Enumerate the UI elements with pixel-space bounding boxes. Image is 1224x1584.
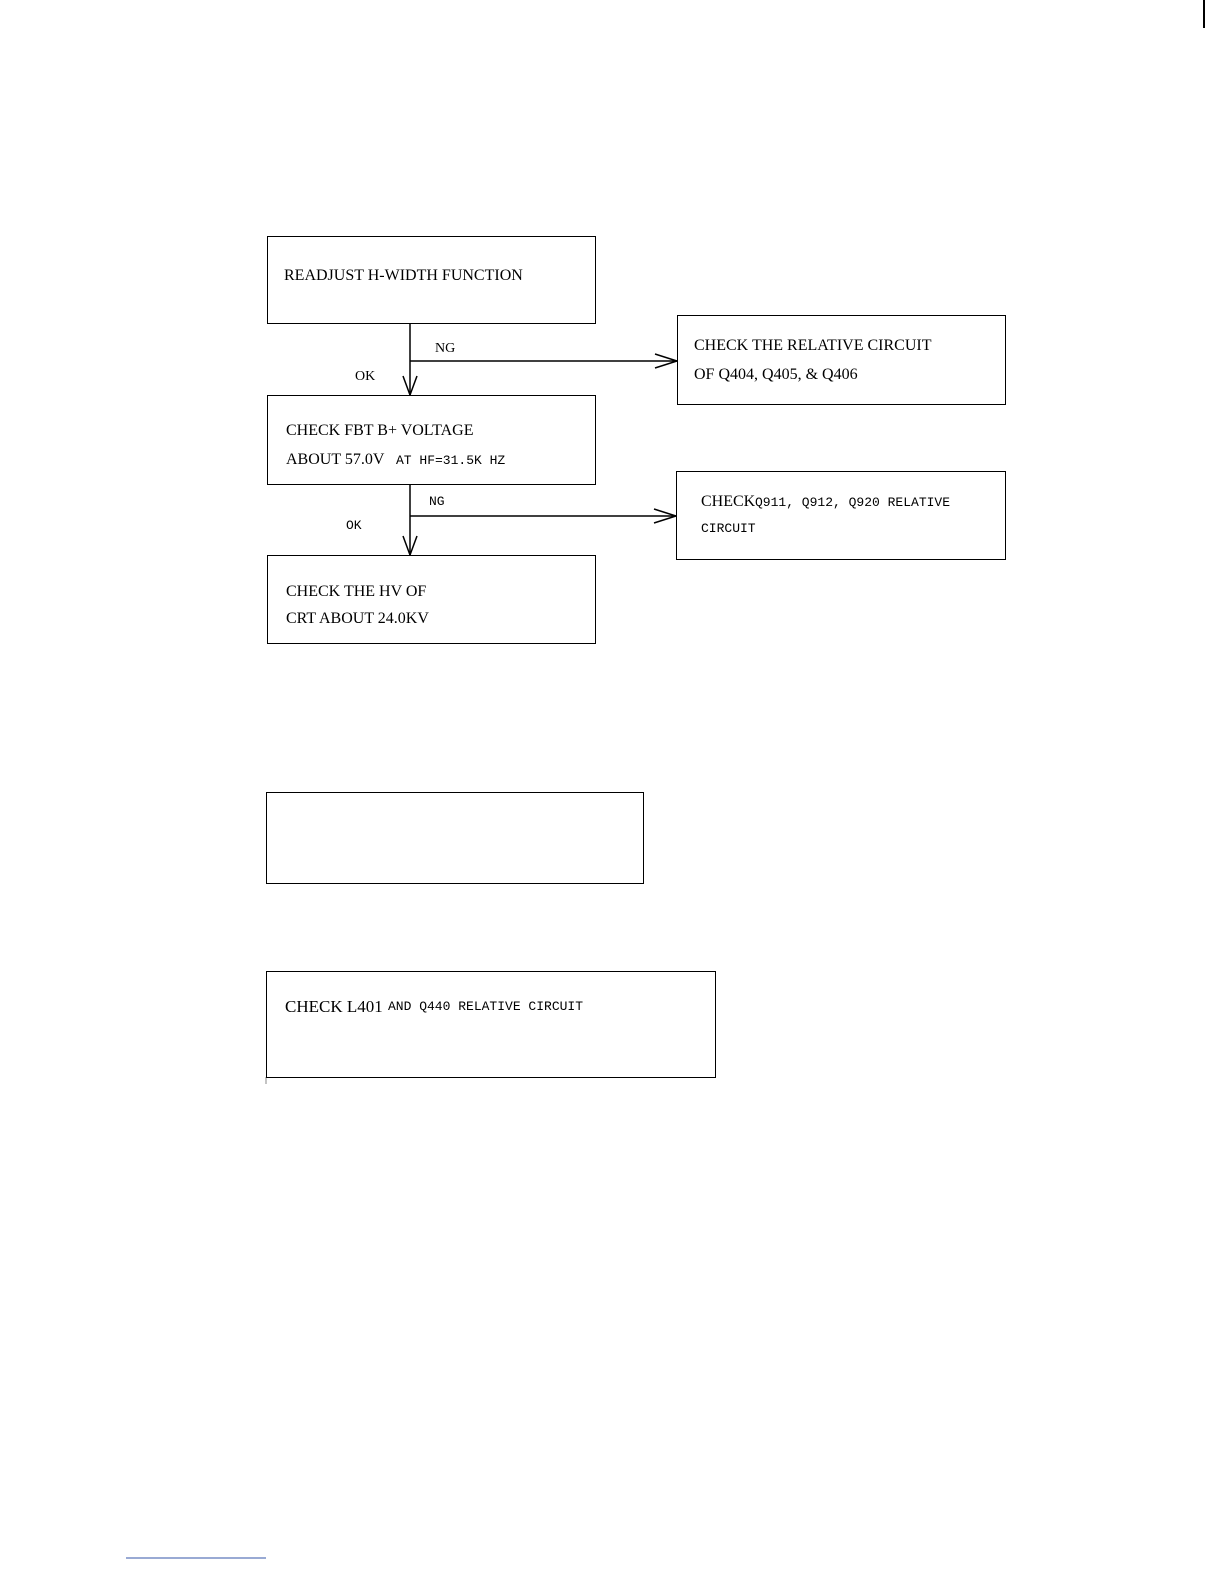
- ng1-line1: CHECK THE RELATIVE CIRCUIT: [694, 337, 932, 354]
- box3-line2: CRT ABOUT 24.0KV: [286, 610, 429, 627]
- step-readjust-h-width: [267, 236, 596, 324]
- step-readjust-h-width-text: READJUST H-WIDTH FUNCTION: [284, 267, 523, 284]
- ng2-line1a: CHECK: [701, 493, 756, 510]
- box4-line1b: AND Q440 RELATIVE CIRCUIT: [388, 999, 584, 1014]
- branch2-ok-label: OK: [346, 518, 362, 533]
- box2-line1: CHECK FBT B+ VOLTAGE: [286, 422, 474, 439]
- step-check-relative-circuit-q404: [677, 315, 1006, 405]
- step-check-hv-crt: [267, 555, 596, 644]
- box4-line1a: CHECK L401: [285, 997, 383, 1016]
- box2-line2b: AT HF=31.5K HZ: [396, 453, 506, 468]
- step-check-q911-q912-q920: [676, 471, 1006, 560]
- empty-step-box: [266, 792, 644, 884]
- branch2-ng-label: NG: [429, 494, 445, 509]
- box2-line2a: ABOUT 57.0V: [286, 451, 385, 468]
- ng2-line2: CIRCUIT: [701, 521, 756, 536]
- ng2-line1b: Q911, Q912, Q920 RELATIVE: [755, 495, 951, 510]
- ng1-line2: OF Q404, Q405, & Q406: [694, 366, 858, 383]
- branch1-ng-label: NG: [435, 341, 456, 356]
- step-check-fbt-voltage: [267, 395, 596, 485]
- branch1-ok-label: OK: [355, 369, 376, 384]
- box3-line1: CHECK THE HV OF: [286, 583, 427, 600]
- step-check-l401-q440: [266, 971, 716, 1078]
